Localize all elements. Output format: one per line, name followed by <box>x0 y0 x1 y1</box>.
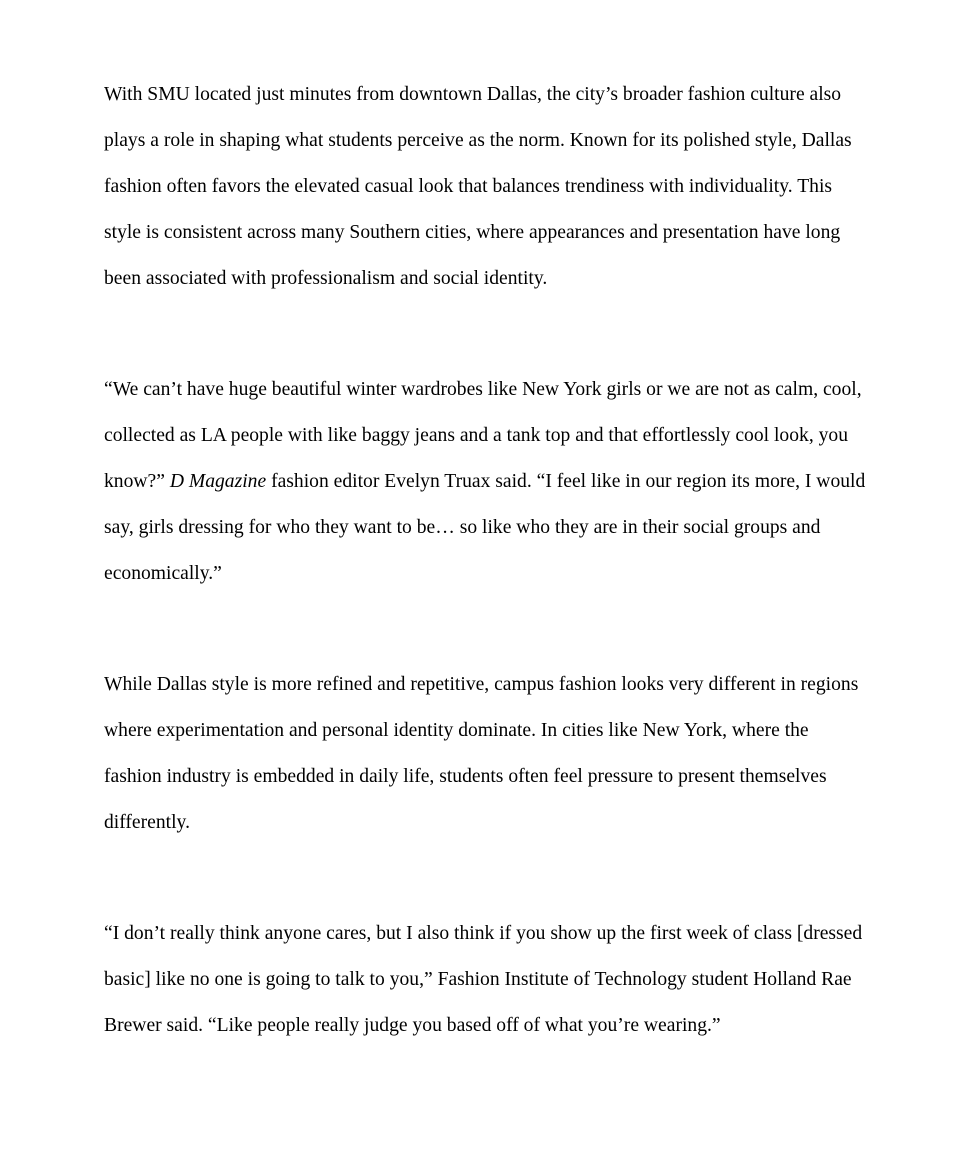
text-line: say, girls dressing for who they want to be… so like who they are in their social groups and <box>104 517 821 538</box>
text-line: Brewer said. “Like people really judge you based off of what you’re wearing.” <box>104 1015 721 1036</box>
text-line <box>104 459 904 505</box>
text-line: fashion often favors the elevated casual look that balances trendiness with individuality. This <box>104 176 833 197</box>
paragraph-evelyn-truax-quote <box>104 367 904 597</box>
text-line: fashion industry is embedded in daily life, students often feel pressure to present themselves <box>104 766 827 787</box>
text-line: collected as LA people with like baggy jeans and a tank top and that effortlessly cool look, you <box>104 425 849 446</box>
text-line: differently. <box>104 812 190 833</box>
text-line: “I don’t really think anyone cares, but I also think if you show up the first week of class [dressed <box>104 923 863 944</box>
text-line: basic] like no one is going to talk to you,” Fashion Institute of Technology student Holland Rae <box>104 969 852 990</box>
text-line: With SMU located just minutes from downtown Dallas, the city’s broader fashion culture also <box>104 84 842 105</box>
paragraph-smu-dallas-fashion <box>104 72 904 302</box>
text-line: plays a role in shaping what students perceive as the norm. Known for its polished style, Dallas <box>104 130 852 151</box>
text-line: While Dallas style is more refined and repetitive, campus fashion looks very different in regions <box>104 674 859 695</box>
text-line: where experimentation and personal identity dominate. In cities like New York, where the <box>104 720 809 741</box>
paragraph-campus-fashion-regions <box>104 662 904 846</box>
text-fragment: know?” <box>104 471 170 492</box>
text-line: economically.” <box>104 563 222 584</box>
text-fragment: fashion editor Evelyn Truax said. “I feel like in our region its more, I would <box>266 471 866 492</box>
paragraph-holland-rae-brewer-quote <box>104 911 904 1049</box>
publication-name: D Magazine <box>169 471 267 492</box>
text-line: “We can’t have huge beautiful winter wardrobes like New York girls or we are not as calm, cool, <box>104 379 862 400</box>
text-line: been associated with professionalism and social identity. <box>104 268 548 289</box>
text-line: style is consistent across many Southern cities, where appearances and presentation have long <box>104 222 841 243</box>
